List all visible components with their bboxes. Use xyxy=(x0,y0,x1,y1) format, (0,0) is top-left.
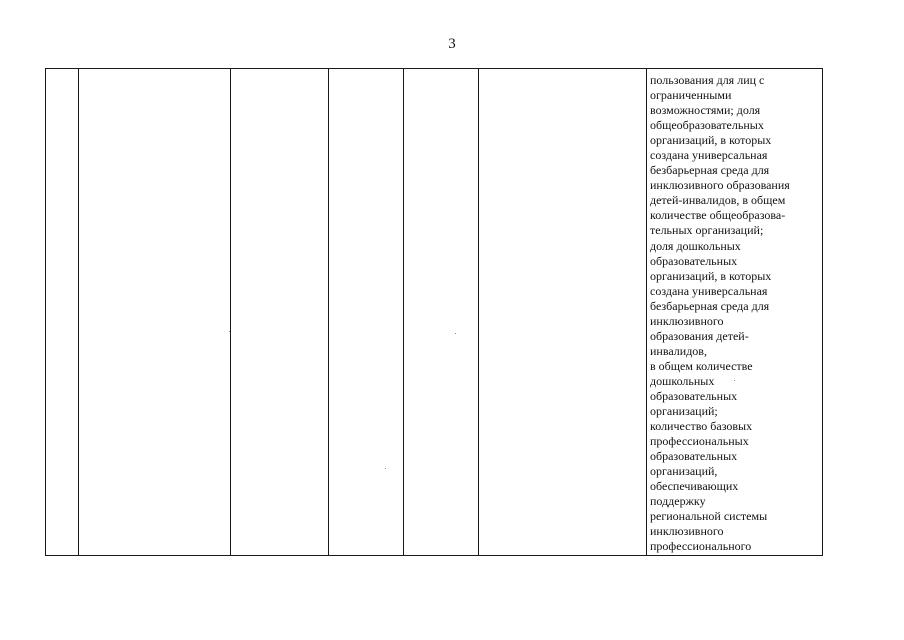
indicator-text-line: доля дошкольных xyxy=(650,238,741,253)
indicator-text-line: поддержку xyxy=(650,494,706,509)
indicator-text-line: количестве общеобразова- xyxy=(650,208,786,223)
table-cell-4 xyxy=(329,69,404,556)
table-cell-3 xyxy=(231,69,329,556)
indicator-text-line: инвалидов, xyxy=(650,343,707,358)
table-cell-name xyxy=(79,69,231,556)
indicator-text-line: безбарьерная среда для xyxy=(650,298,770,313)
indicator-text-line: региональной системы xyxy=(650,509,768,524)
indicator-text xyxy=(650,73,819,555)
table-cell-number xyxy=(46,69,79,556)
indicator-text-line: общеобразовательных xyxy=(650,118,764,133)
indicator-text-line: в общем количестве xyxy=(650,358,753,373)
scan-speck xyxy=(734,380,735,381)
scan-speck xyxy=(229,331,230,332)
indicator-text-line: возможностями; доля xyxy=(650,103,761,118)
indicator-text-line: пользования для лиц с xyxy=(650,73,765,87)
indicator-text-line: инклюзивного xyxy=(650,524,724,539)
page-number: 3 xyxy=(448,36,456,52)
indicator-text-line: дошкольных xyxy=(650,373,715,388)
table-cell-5 xyxy=(404,69,479,556)
indicator-text-line: организаций, xyxy=(650,464,718,479)
indicator-text-line: организаций, в которых xyxy=(650,133,772,148)
indicator-text-line: создана универсальная xyxy=(650,148,768,163)
indicator-text-line: обеспечивающих xyxy=(650,479,739,494)
indicator-text-line: инклюзивного xyxy=(650,313,724,328)
indicator-text-line: количество базовых xyxy=(650,419,753,434)
indicator-text-line: профессиональных xyxy=(650,434,749,449)
indicator-text-line: образовательных xyxy=(650,449,738,464)
table-row xyxy=(46,69,823,556)
indicator-text-line: организаций, в которых xyxy=(650,268,772,283)
table-cell-6 xyxy=(479,69,647,556)
indicator-text-line: образовательных xyxy=(650,253,738,268)
indicator-text-line: создана универсальная xyxy=(650,283,768,298)
table-cell-indicators xyxy=(647,69,823,556)
scan-speck xyxy=(455,333,456,334)
indicator-text-line: инклюзивного образования xyxy=(650,178,790,193)
indicator-text-line: безбарьерная среда для xyxy=(650,163,770,178)
indicator-text-line: профессионального xyxy=(650,539,752,554)
scan-speck xyxy=(385,468,386,469)
indicator-text-line: образовательных xyxy=(650,388,738,403)
document-table xyxy=(45,68,823,556)
indicator-text-line: образования детей- xyxy=(650,328,749,343)
indicator-text-line: тельных организаций; xyxy=(650,223,764,238)
indicator-text-line: ограниченными xyxy=(650,88,732,103)
indicator-text-line: детей-инвалидов, в общем xyxy=(650,193,786,208)
indicator-text-line: организаций; xyxy=(650,404,718,419)
